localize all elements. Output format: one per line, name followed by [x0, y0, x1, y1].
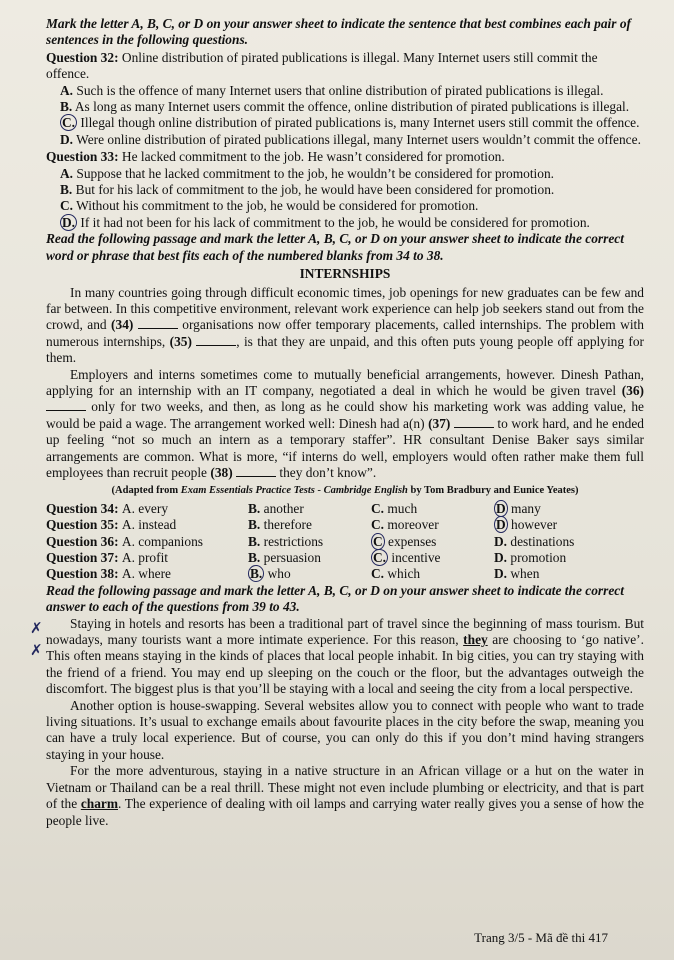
answer-circle-mark: D [496, 517, 506, 533]
passage-paragraph-1: In many countries going through difficult economic times, job openings for new graduates can be few and far between. In this competitive environment, relevant work experience can help job seekers stand out from the crowd, and (34) organisations now offer temporary placements, called internships. The problem with numerous internships, (35) , is that they are unpaid, and this often puts young people off applying for them. [46, 284, 644, 366]
passage-source: (Adapted from Exam Essentials Practice Tests - Cambridge English by Tom Bradbury and Eunice Yeates) [111, 485, 579, 497]
answer-row-38: Question 38: A. where B. who C. which D. when [46, 566, 540, 582]
underlined-charm: charm [80, 796, 118, 812]
passage-paragraph-3: Staying in hotels and resorts has been a traditional part of travel since the beginning of mass tourism. But nowadays, many tourists want a more intimate experience. For this reason, they are choosing to ‘go native’. This often means staying in the kinds of places that local people inhabit. In big cities, you can try staying with the friend of a friend. You may end up sleeping on the couch or the floor, but the advantages outweigh the discomfort. The biggest plus is that you’ll be staying with a local and seeing the city from a local perspective. [46, 615, 644, 697]
answer-row-35: Question 35: A. instead B. therefore C. moreover D however [46, 517, 558, 533]
instruction-combine: Mark the letter A, B, C, or D on your answer sheet to indicate the sentence that best combines each pair of sentences in the following questions. [46, 16, 631, 48]
option-32-b: B. As long as many Internet users commit the offence, online distribution of pirated publications is illegal. [60, 99, 630, 115]
answer-row-34: Question 34: A. every B. another C. much D many [46, 500, 541, 516]
answer-circle-mark: C. [62, 115, 76, 131]
question-33-label: Question 33: [46, 149, 119, 165]
option-32-d: D. Were online distribution of pirated publications illegal, many Internet users wouldn’t commit the offence. [60, 131, 641, 147]
option-33-a: A. Suppose that he lacked commitment to the job, he wouldn’t be considered for promotion. [60, 165, 555, 181]
answer-row-36: Question 36: A. companions B. restrictions C expenses D. destinations [46, 533, 575, 549]
question-33-text: He lacked commitment to the job. He wasn’t considered for promotion. [121, 149, 505, 165]
cross-mark-icon: ✗ [30, 619, 43, 637]
question-32 [46, 50, 644, 83]
page-footer: Trang 3/5 - Mã đề thi 417 [474, 929, 608, 945]
answer-circle-mark: C. [373, 550, 387, 565]
passage-paragraph-5: For the more adventurous, staying in a native structure in an African village or a hut on the water in Vietnam or Thailand can be a real thrill. These might not even include plumbing or electricity, and that is part of the charm. The experience of dealing with oil lamps and carrying water really gives you a sense of how the people live. [46, 763, 644, 828]
option-33-d: D. If it had not been for his lack of commitment to the job, he would be considered for promotion. [62, 214, 590, 230]
option-32-c: C. Illegal though online distribution of pirated publications is, many Internet users still commit the offence. [62, 115, 640, 131]
instruction-passage-2: Read the following passage and mark the letter A, B, C, or D on your answer sheet to indicate the correct answer to each of the questions from 39 to 43. [46, 582, 624, 615]
answer-circle-mark: D [496, 500, 506, 516]
passage-paragraph-4: Another option is house-swapping. Several websites allow you to connect with people who want to trade living situations. It’s usual to exchange emails about favourite places in the city before the swap, meaning you can have a truly local experience. But of course, you can only do this if you don’t mind having strangers staying in your house. [46, 697, 644, 762]
answer-circle-mark: C [373, 533, 383, 549]
answer-circle-mark: D. [62, 214, 76, 230]
question-33 [46, 149, 644, 165]
option-33-c: C. Without his commitment to the job, he would be considered for promotion. [60, 198, 479, 214]
underlined-they: they [463, 632, 488, 648]
passage-title: INTERNSHIPS [299, 266, 391, 282]
option-32-a: A. Such is the offence of many Internet users that online distribution of pirated publications is illegal. [60, 82, 604, 98]
option-33-b: B. But for his lack of commitment to the job, he would have been considered for promotion. [60, 182, 555, 198]
instruction-passage-1: Read the following passage and mark the letter A, B, C, or D on your answer sheet to indicate the correct word or phrase that best fits each of the numbered blanks from 34 to 38. [46, 231, 624, 263]
question-32-text: Online distribution of pirated publications is illegal. Many Internet users still commit the offence. [46, 49, 598, 82]
answer-circle-mark: B. [250, 566, 263, 582]
cross-mark-icon: ✗ [30, 641, 43, 659]
answer-row-37: Question 37: A. profit B. persuasion C. incentive D. promotion [46, 550, 567, 565]
passage-paragraph-2: Employers and interns sometimes come to mutually beneficial arrangements, however. Dinesh Pathan, applying for an internship with an IT company, negotiated a deal in which he would be given travel (36) only for two weeks, and then, as long as he could show his marketing work was adding value, he would be paid a wage. The arrangement worked well: Dinesh had a(n) (37) to work hard, and he ended up feeling “not so much an intern as a temporary staffer”. HR consultant Denise Baker says similar arrangements are common. What is more, “if interns do well, employers would often rather make them full employees than recruit people (38) they don’t know”. [46, 366, 644, 480]
question-32-label: Question 32: [46, 49, 119, 65]
